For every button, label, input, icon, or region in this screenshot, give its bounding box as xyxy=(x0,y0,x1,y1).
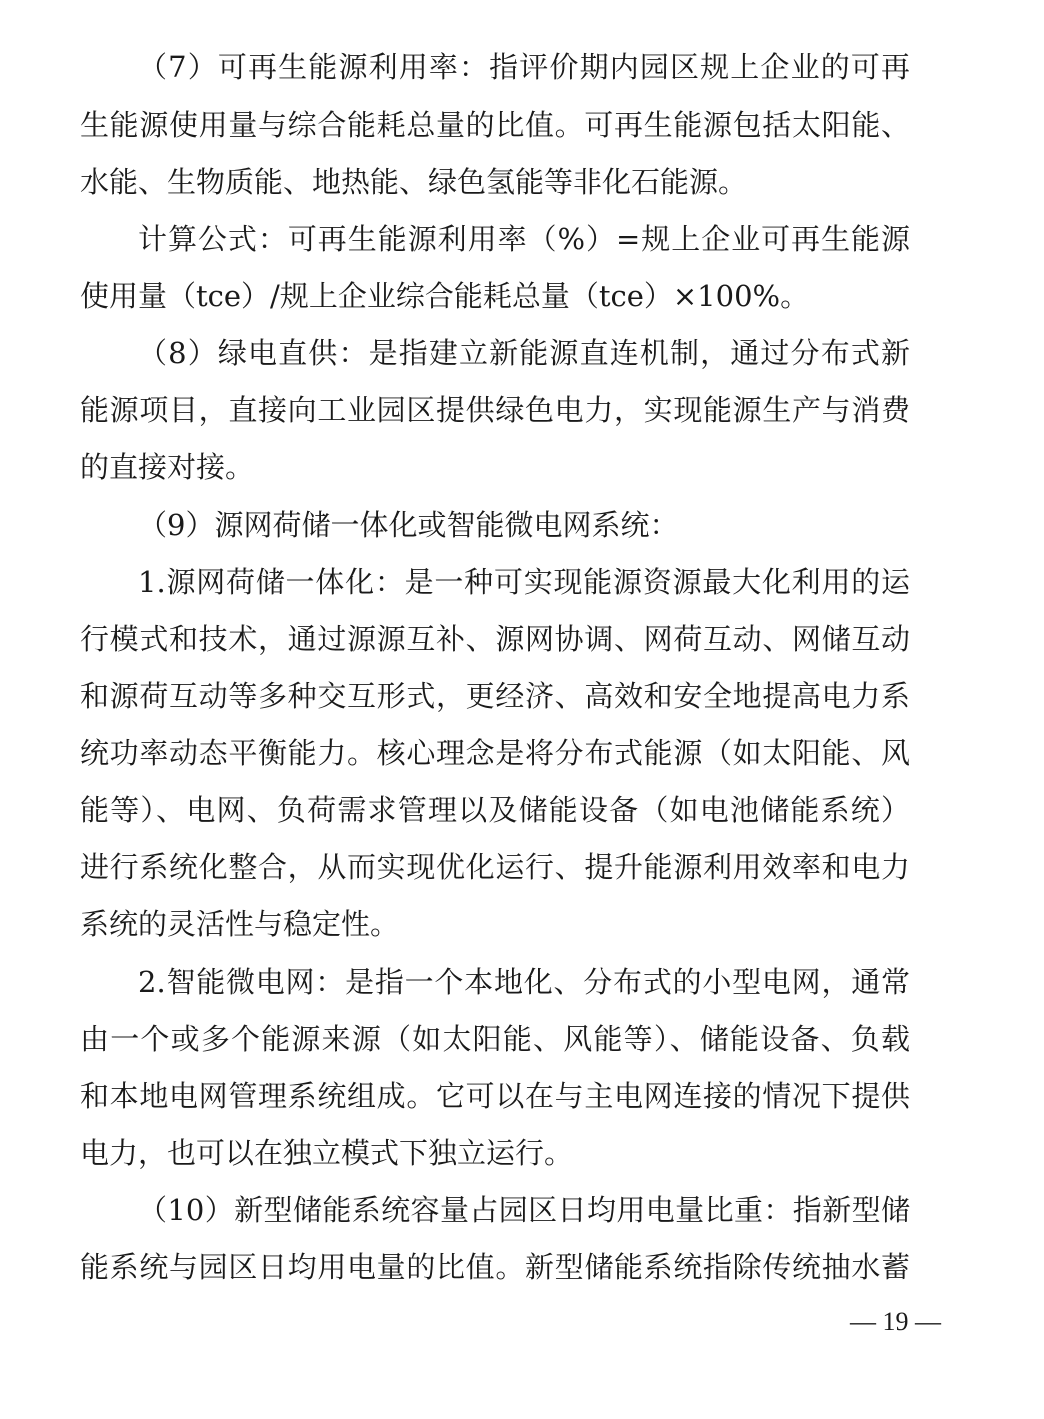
text-line: 能系统与园区日均用电量的比值。新型储能系统指除传统抽水蓄 xyxy=(80,1250,910,1284)
page-number: — 19 — xyxy=(850,1307,941,1336)
text-line: （8）绿电直供：是指建立新能源直连机制，通过分布式新 xyxy=(138,336,910,370)
text-line: 能源项目，直接向工业园区提供绿色电力，实现能源生产与消费 xyxy=(80,393,910,427)
document-page xyxy=(80,0,941,1419)
text-line: （7）可再生能源利用率：指评价期内园区规上企业的可再 xyxy=(138,50,910,84)
text-line: 2.智能微电网：是指一个本地化、分布式的小型电网，通常 xyxy=(138,965,910,999)
text-line: 1.源网荷储一体化：是一种可实现能源资源最大化利用的运 xyxy=(138,565,910,599)
text-line: 能等）、电网、负荷需求管理以及储能设备（如电池储能系统） xyxy=(80,793,910,827)
text-line: 电力，也可以在独立模式下独立运行。 xyxy=(80,1136,574,1170)
text-line: （9）源网荷储一体化或智能微电网系统： xyxy=(138,508,679,542)
text-line: 使用量（tce）/规上企业综合能耗总量（tce）×100%。 xyxy=(80,279,810,313)
text-line: 水能、生物质能、地热能、绿色氢能等非化石能源。 xyxy=(80,165,748,199)
text-line: 和源荷互动等多种交互形式，更经济、高效和安全地提高电力系 xyxy=(80,679,910,713)
text-line: 和本地电网管理系统组成。它可以在与主电网连接的情况下提供 xyxy=(80,1079,910,1113)
text-line: 计算公式：可再生能源利用率（%）=规上企业可再生能源 xyxy=(138,222,910,256)
text-line: （10）新型储能系统容量占园区日均用电量比重：指新型储 xyxy=(138,1193,910,1227)
text-line: 行模式和技术，通过源源互补、源网协调、网荷互动、网储互动 xyxy=(80,622,910,656)
text-line: 统功率动态平衡能力。核心理念是将分布式能源（如太阳能、风 xyxy=(80,736,910,770)
text-line: 生能源使用量与综合能耗总量的比值。可再生能源包括太阳能、 xyxy=(80,108,910,142)
text-line: 进行系统化整合，从而实现优化运行、提升能源利用效率和电力 xyxy=(80,850,910,884)
text-line: 的直接对接。 xyxy=(80,450,255,484)
text-line: 系统的灵活性与稳定性。 xyxy=(80,907,400,941)
text-line: 由一个或多个能源来源（如太阳能、风能等）、储能设备、负载 xyxy=(80,1022,910,1056)
